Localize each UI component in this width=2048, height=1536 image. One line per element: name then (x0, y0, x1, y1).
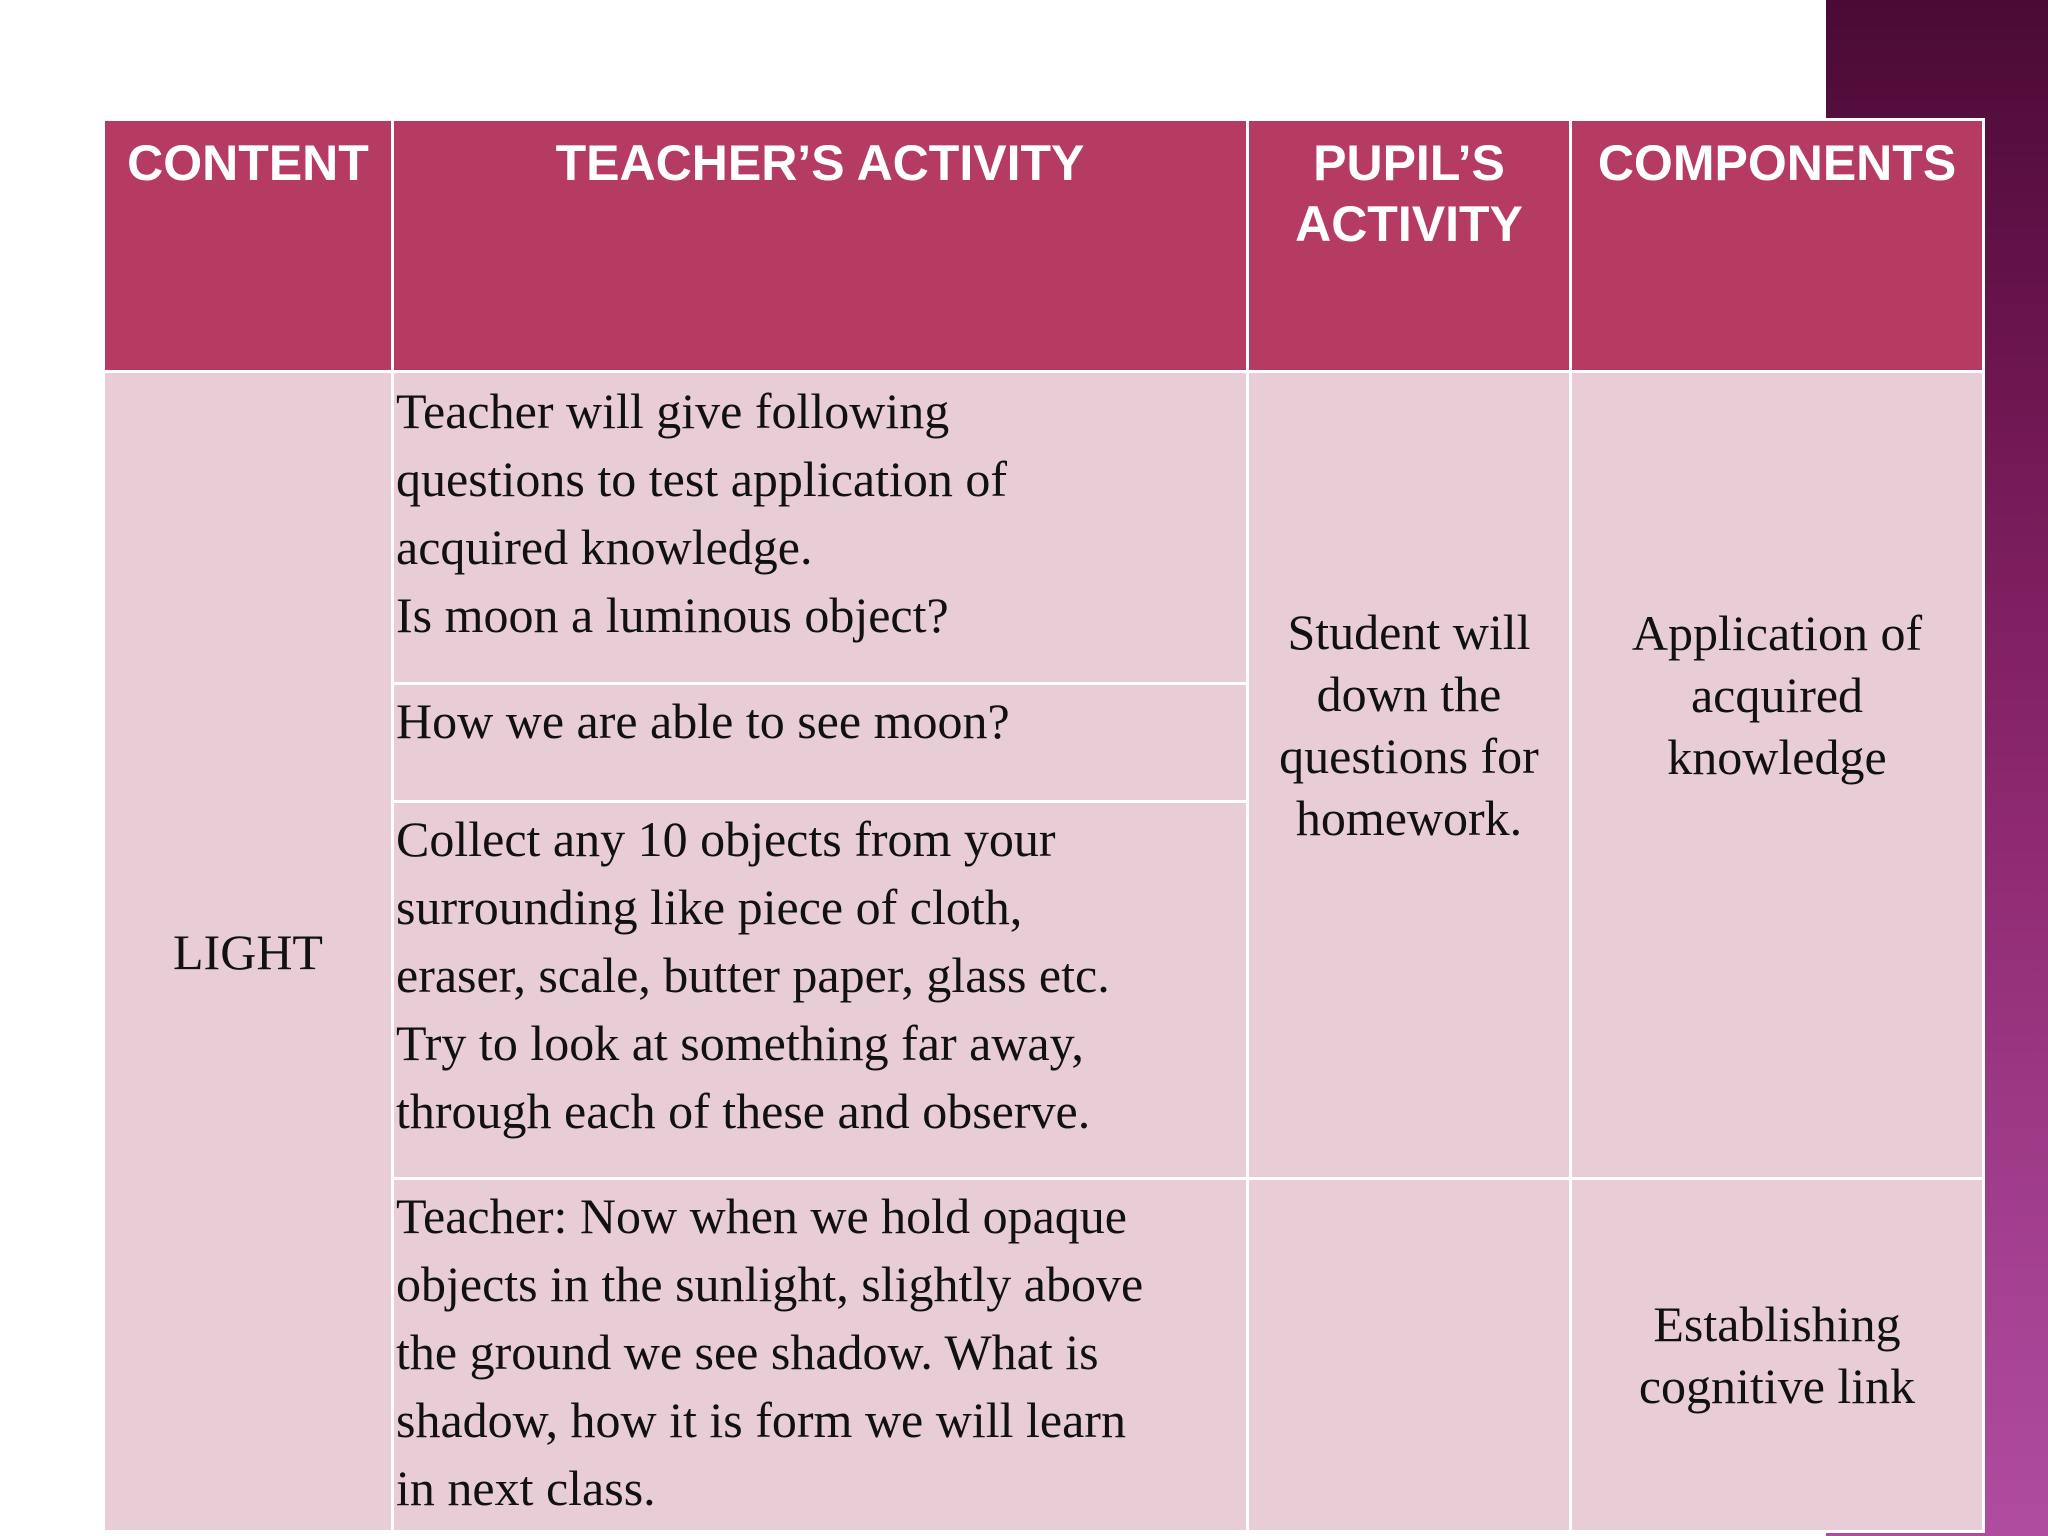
components-line: cognitive link (1638, 1358, 1916, 1414)
components-line: acquired (1690, 667, 1864, 723)
content-cell: LIGHT (104, 372, 393, 1532)
pupil-activity-line: questions for (1279, 728, 1539, 784)
pupil-activity-line: homework. (1295, 790, 1523, 846)
spacer (1249, 849, 1569, 949)
header-pupils-activity-line-2: ACTIVITY (1295, 196, 1523, 252)
components-cell (1571, 372, 1984, 1179)
teacher-activity-line: through each of these and observe. (396, 1083, 1091, 1139)
spacer (1572, 788, 1982, 948)
teacher-activity-line: the ground we see shadow. What is (396, 1324, 1099, 1380)
table-row (104, 372, 1984, 684)
teacher-activity-line: eraser, scale, butter paper, glass etc. (396, 947, 1110, 1003)
teacher-activity-line: shadow, how it is form we will learn (396, 1392, 1126, 1448)
header-components: COMPONENTS (1571, 120, 1984, 372)
teacher-activity-line: How we are able to see moon? (396, 693, 1010, 749)
header-pupils-activity (1248, 120, 1571, 372)
components-cell (1571, 1179, 1984, 1532)
teacher-activity-cell (393, 684, 1248, 802)
teacher-activity-line: in next class. (396, 1460, 656, 1516)
pupil-activity-line: down the (1316, 666, 1502, 722)
teacher-activity-line: Try to look at something far away, (396, 1015, 1084, 1071)
header-pupils-activity-line-1: PUPIL’S (1313, 135, 1505, 191)
components-line: Application of (1631, 605, 1923, 661)
teacher-activity-cell (393, 372, 1248, 684)
pupil-activity-empty-cell (1248, 1179, 1571, 1532)
pupil-activity-line: Student will (1287, 604, 1531, 660)
teacher-activity-line: Teacher: Now when we hold opaque (396, 1188, 1127, 1244)
pupil-activity-cell (1248, 372, 1571, 1179)
teacher-activity-line: Teacher will give following (396, 383, 950, 439)
lesson-plan-table (102, 118, 1985, 1533)
components-line: Establishing (1653, 1296, 1901, 1352)
teacher-activity-line: Is moon a luminous object? (396, 587, 949, 643)
teacher-activity-line: objects in the sunlight, slightly above (396, 1256, 1144, 1312)
teacher-activity-cell (393, 802, 1248, 1179)
teacher-activity-line: questions to test application of (396, 451, 1008, 507)
header-content: CONTENT (104, 120, 393, 372)
teacher-activity-line: surrounding like piece of cloth, (396, 879, 1023, 935)
teacher-activity-line: Collect any 10 objects from your (396, 811, 1056, 867)
teacher-activity-cell (393, 1179, 1248, 1532)
header-teachers-activity: TEACHER’S ACTIVITY (393, 120, 1248, 372)
teacher-activity-line: acquired knowledge. (396, 519, 813, 575)
components-line: knowledge (1667, 729, 1887, 785)
header-row (104, 120, 1984, 372)
